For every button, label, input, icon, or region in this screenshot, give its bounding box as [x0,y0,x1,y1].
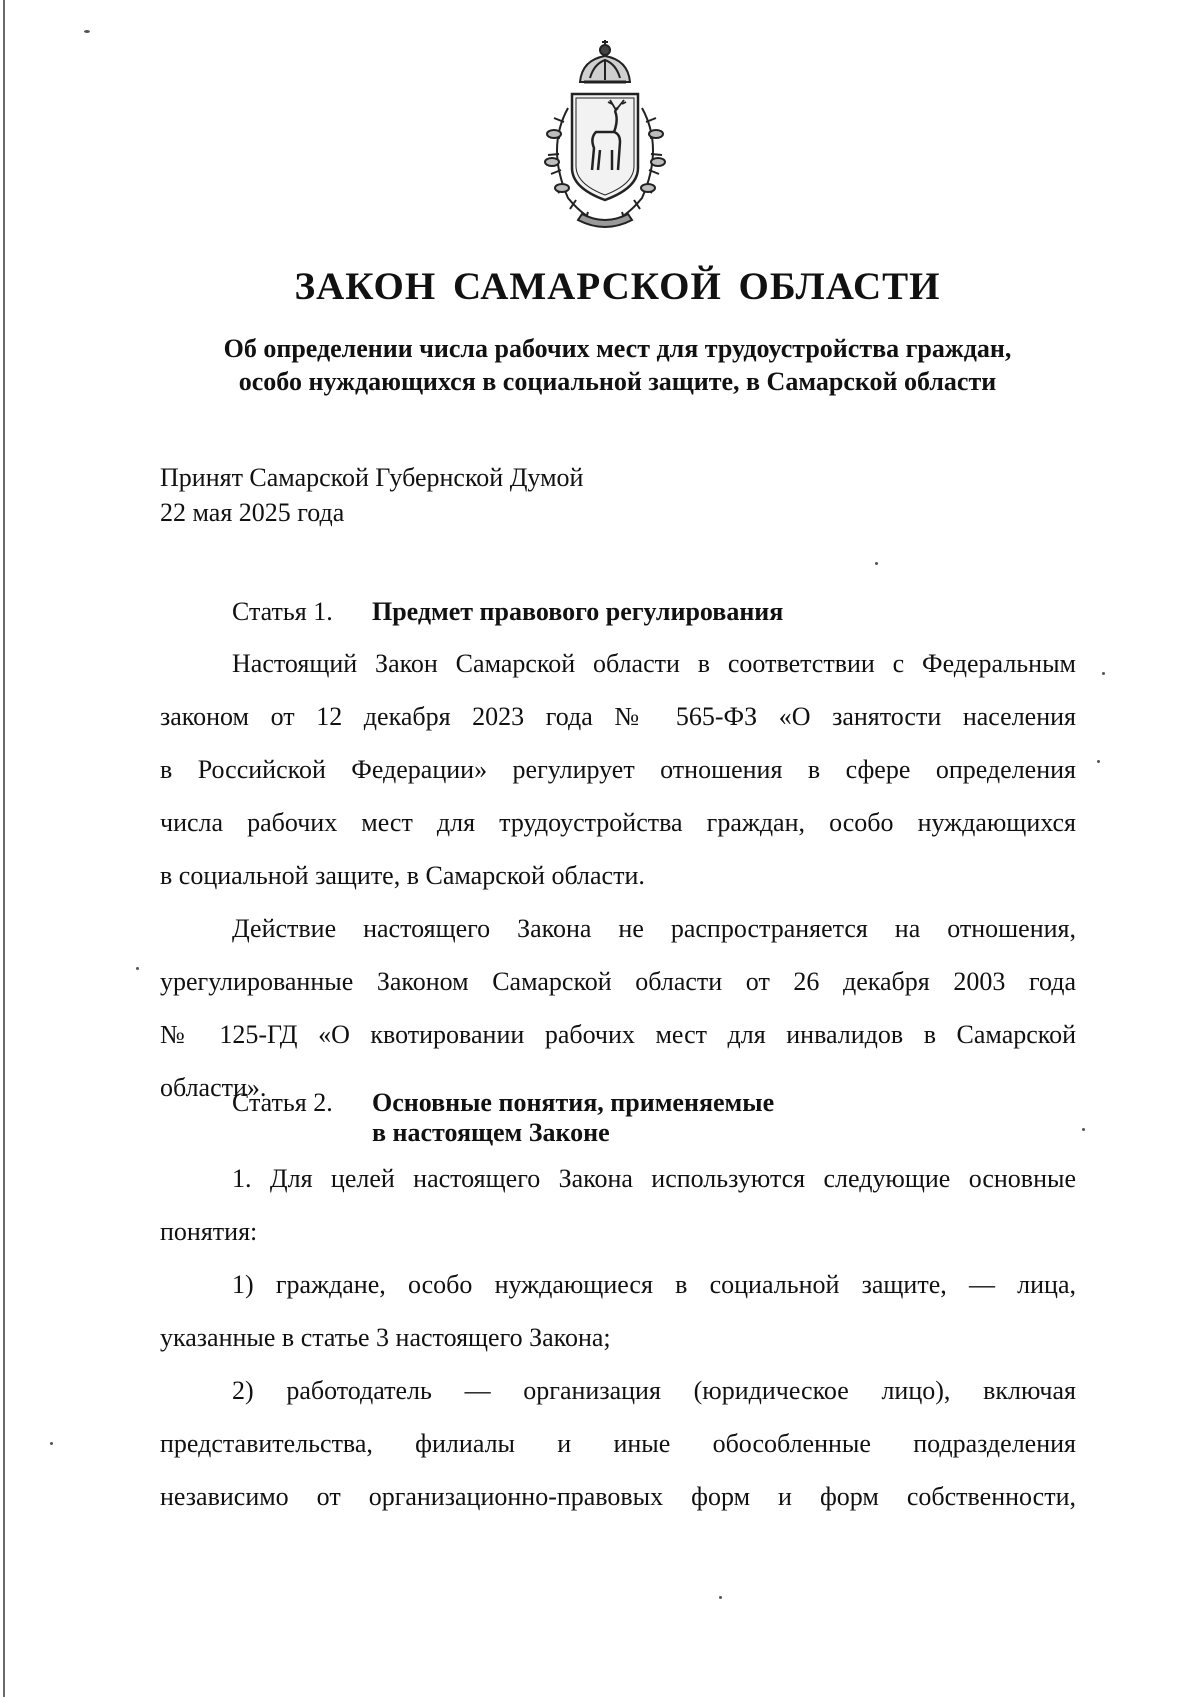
scan-speck [136,967,139,970]
adoption-body: Принят Самарской Губернской Думой [160,463,584,492]
text-line: законом от 12 декабря 2023 года № 565-ФЗ «О занятости населения [160,702,1076,731]
scan-edge [3,0,5,1697]
scan-speck [719,1596,722,1599]
text-line: в Российской Федерации» регулирует отношения в сфере определения [160,755,1076,784]
text-line: 1. Для целей настоящего Закона используются следующие основные [232,1164,1076,1193]
text-line: числа рабочих мест для трудоустройства граждан, особо нуждающихся [160,808,1076,837]
text-line: в социальной защите, в Самарской области. [160,861,645,890]
subtitle-line: особо нуждающихся в социальной защите, в Самарской области [238,367,997,396]
subtitle-line: Об определении числа рабочих мест для трудоустройства граждан, [223,334,1012,363]
law-subtitle [0,332,1200,398]
scan-speck [84,30,90,33]
text-line: урегулированные Законом Самарской области от 26 декабря 2003 года [160,967,1076,996]
article-2-body [160,1152,1076,1523]
article-2-heading [232,1088,774,1148]
scan-speck [1097,760,1100,763]
adoption-info [160,460,583,530]
text-line: представительства, филиалы и иные обособленные подразделения [160,1429,1076,1458]
scan-speck [875,562,878,565]
adoption-date: 22 мая 2025 года [160,498,345,527]
text-line: Действие настоящего Закона не распространяется на отношения, [232,914,1076,943]
text-line: Настоящий Закон Самарской области в соответствии с Федеральным [232,649,1076,678]
article-title-line: в настоящем Законе [372,1118,610,1147]
scan-speck [1082,1128,1085,1131]
article-1-body [160,637,1076,1114]
text-line: указанные в статье 3 настоящего Закона; [160,1323,611,1352]
law-title: ЗАКОН САМАРСКОЙ ОБЛАСТИ [294,265,941,308]
article-title: Предмет правового регулирования [372,597,784,626]
article-number: Статья 1. [232,597,333,626]
article-title-line: Основные понятия, применяемые [372,1088,775,1117]
scan-speck [50,1442,53,1445]
text-line: № 125-ГД «О квотировании рабочих мест для инвалидов в Самарской [160,1020,1076,1049]
text-line: 1) граждане, особо нуждающиеся в социальной защите, — лица, [232,1270,1076,1299]
text-line: области». [160,1073,267,1102]
article-number: Статья 2. [232,1088,333,1117]
article-title [372,1088,774,1148]
scan-speck [1102,672,1105,675]
text-line: понятия: [160,1217,258,1246]
text-line: 2) работодатель — организация (юридическое лицо), включая [232,1376,1076,1405]
coat-of-arms-emblem [528,38,682,234]
article-1-heading [232,597,783,627]
text-line: независимо от организационно-правовых форм и форм собственности, [160,1482,1076,1511]
